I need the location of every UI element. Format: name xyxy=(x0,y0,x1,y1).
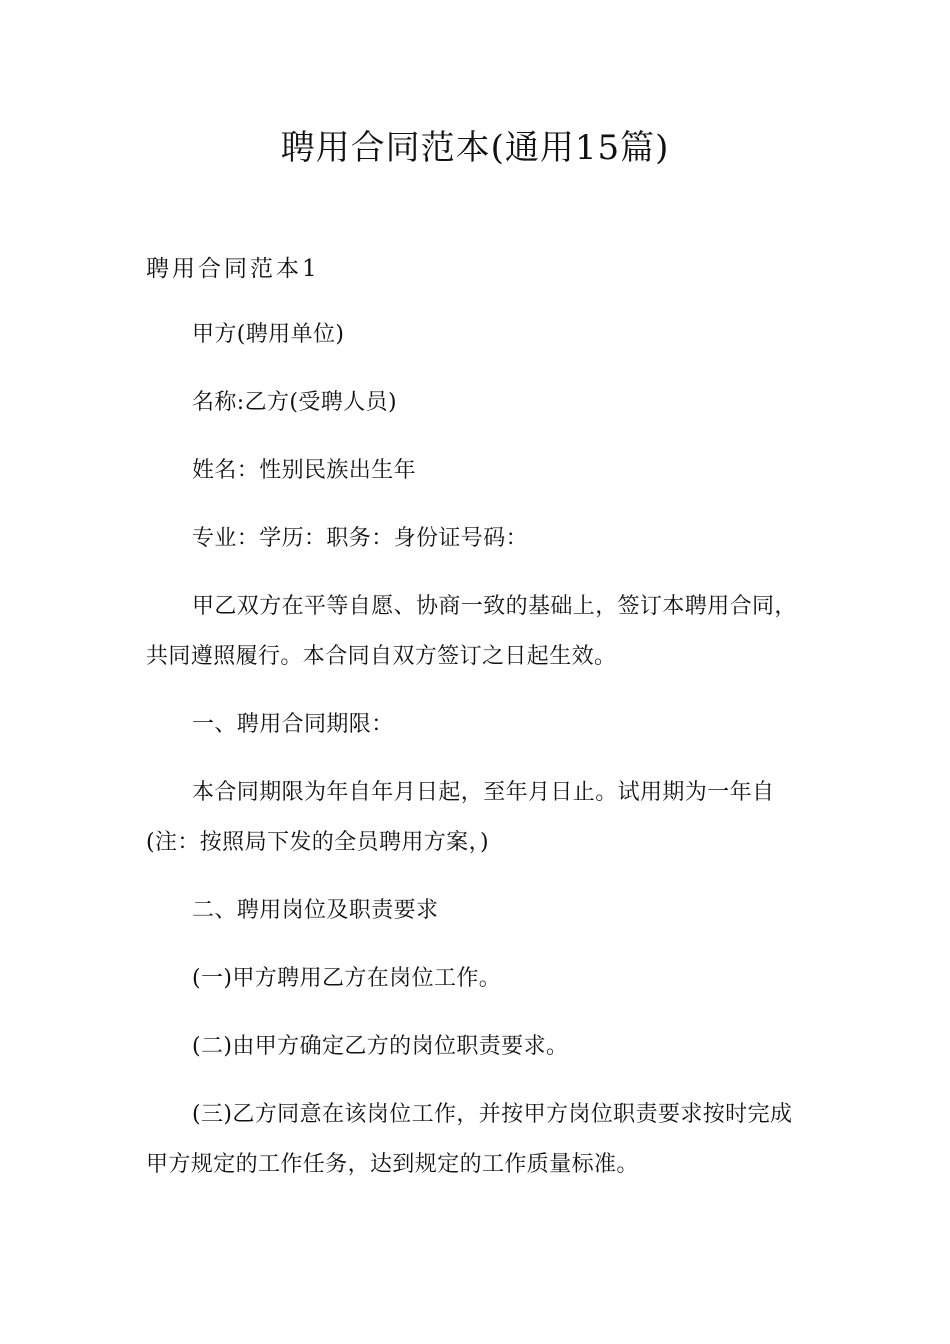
paragraph-name-party-b: 名称:乙方(受聘人员) xyxy=(192,390,397,415)
paragraph-position-1: (一)甲方聘用乙方在岗位工作。 xyxy=(192,966,502,991)
paragraph-position-3: (三)乙方同意在该岗位工作，并按甲方岗位职责要求按时完成甲方规定的工作任务，达到规定的工作质量标准。 xyxy=(146,1102,793,1177)
paragraph-agreement: 甲乙双方在平等自愿、协商一致的基础上，签订本聘用合同，共同遵照履行。本合同自双方签订之日起生效。 xyxy=(146,594,797,669)
paragraph-party-a: 甲方(聘用单位) xyxy=(192,322,345,347)
paragraph-position-2: (二)由甲方确定乙方的岗位职责要求。 xyxy=(192,1034,569,1059)
paragraph-position-heading: 二、聘用岗位及职责要求 xyxy=(192,898,439,923)
document-title: 聘用合同范本(通用15篇) xyxy=(280,128,670,168)
paragraph-term-heading: 一、聘用合同期限： xyxy=(192,712,394,737)
paragraph-personal-info: 姓名：性别民族出生年 xyxy=(192,458,417,483)
paragraph-term-body: 本合同期限为年自年月日起，至年月日止。试用期为一年自(注：按照局下发的全员聘用方案，) xyxy=(146,780,775,855)
section-heading: 聘用合同范本1 xyxy=(146,256,320,282)
paragraph-education-info: 专业：学历：职务：身份证号码： xyxy=(192,526,529,551)
